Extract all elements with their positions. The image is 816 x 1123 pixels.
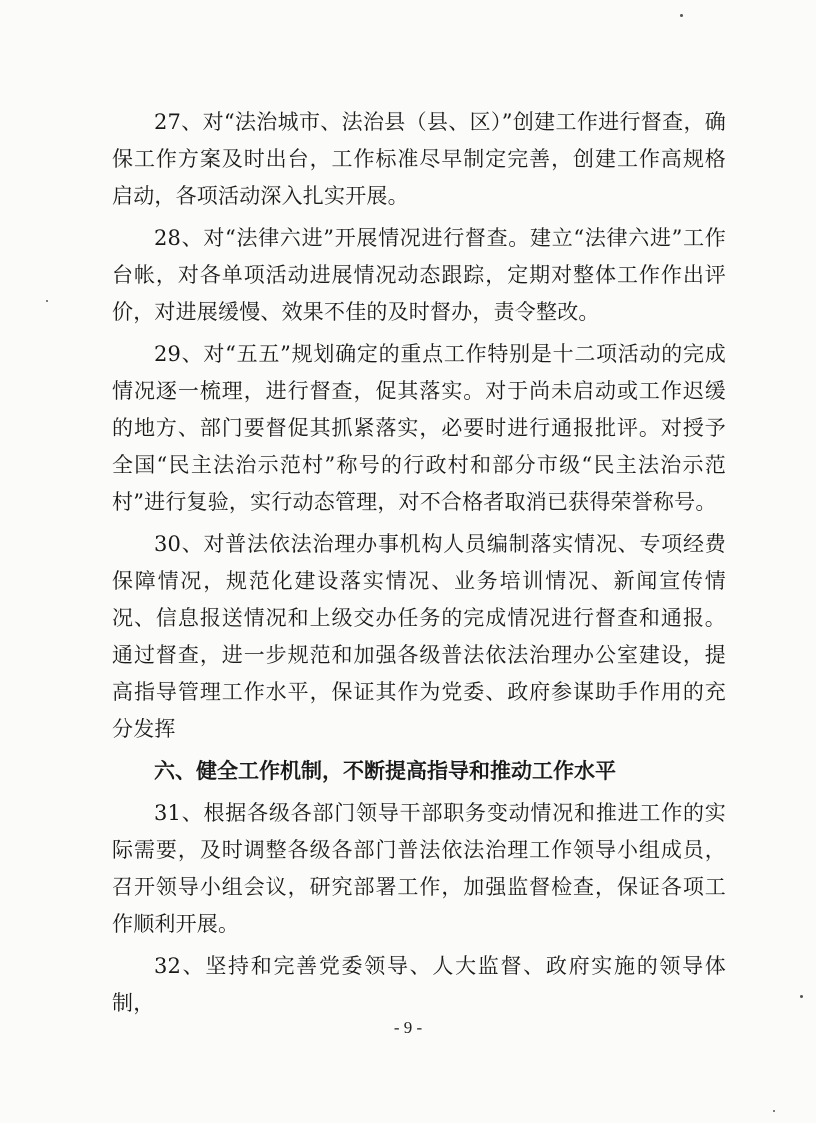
paragraph-28: 28、对“法律六进”开展情况进行督查。建立“法律六进”工作台帐，对各单项活动进展情况动态跟踪，定期对整体工作作出评价，对进展缓慢、效果不佳的及时督办，责令整改。 bbox=[112, 226, 726, 324]
paragraph-31: 31、根据各级各部门领导干部职务变动情况和推进工作的实际需要，及时调整各级各部门普法依法治理工作领导小组成员，召开领导小组会议，研究部署工作，加强监督检查，保证各项工作顺利开展。 bbox=[112, 801, 726, 936]
scan-speck bbox=[800, 995, 803, 998]
paragraph-27: 27、对“法治城市、法治县（县、区）”创建工作进行督查，确保工作方案及时出台，工作标准尽早制定完善，创建工作高规格启动，各项活动深入扎实开展。 bbox=[112, 110, 726, 208]
section-heading: 六、健全工作机制，不断提高指导和推动工作水平 bbox=[154, 759, 616, 783]
paragraph-29: 29、对“五五”规划确定的重点工作特别是十二项活动的完成情况逐一梳理，进行督查，促其落实。对于尚未启动或工作迟缓的地方、部门要督促其抓紧落实，必要时进行通报批评。对授予全国“民主法治示范村”称号的行政村和部分市级“民主法治示范村”进行复验，实行动态管理，对不合格者取消已获得荣誉称号。 bbox=[112, 342, 726, 514]
document-body bbox=[112, 104, 726, 1027]
paragraph-32: 32、坚持和完善党委领导、人大监督、政府实施的领导体制， bbox=[112, 954, 726, 1015]
page-number: - 9 - bbox=[393, 1018, 423, 1037]
scan-speck bbox=[680, 14, 683, 17]
scan-speck bbox=[46, 300, 48, 302]
paragraph-30: 30、对普法依法治理办事机构人员编制落实情况、专项经费保障情况，规范化建设落实情况、业务培训情况、新闻宣传情况、信息报送情况和上级交办任务的完成情况进行督查和通报。通过督查，进一步规范和加强各级普法依法治理办公室建设，提高指导管理工作水平，保证其作为党委、政府参谋助手作用的充分发挥 bbox=[112, 532, 726, 741]
scan-speck bbox=[773, 1110, 775, 1112]
